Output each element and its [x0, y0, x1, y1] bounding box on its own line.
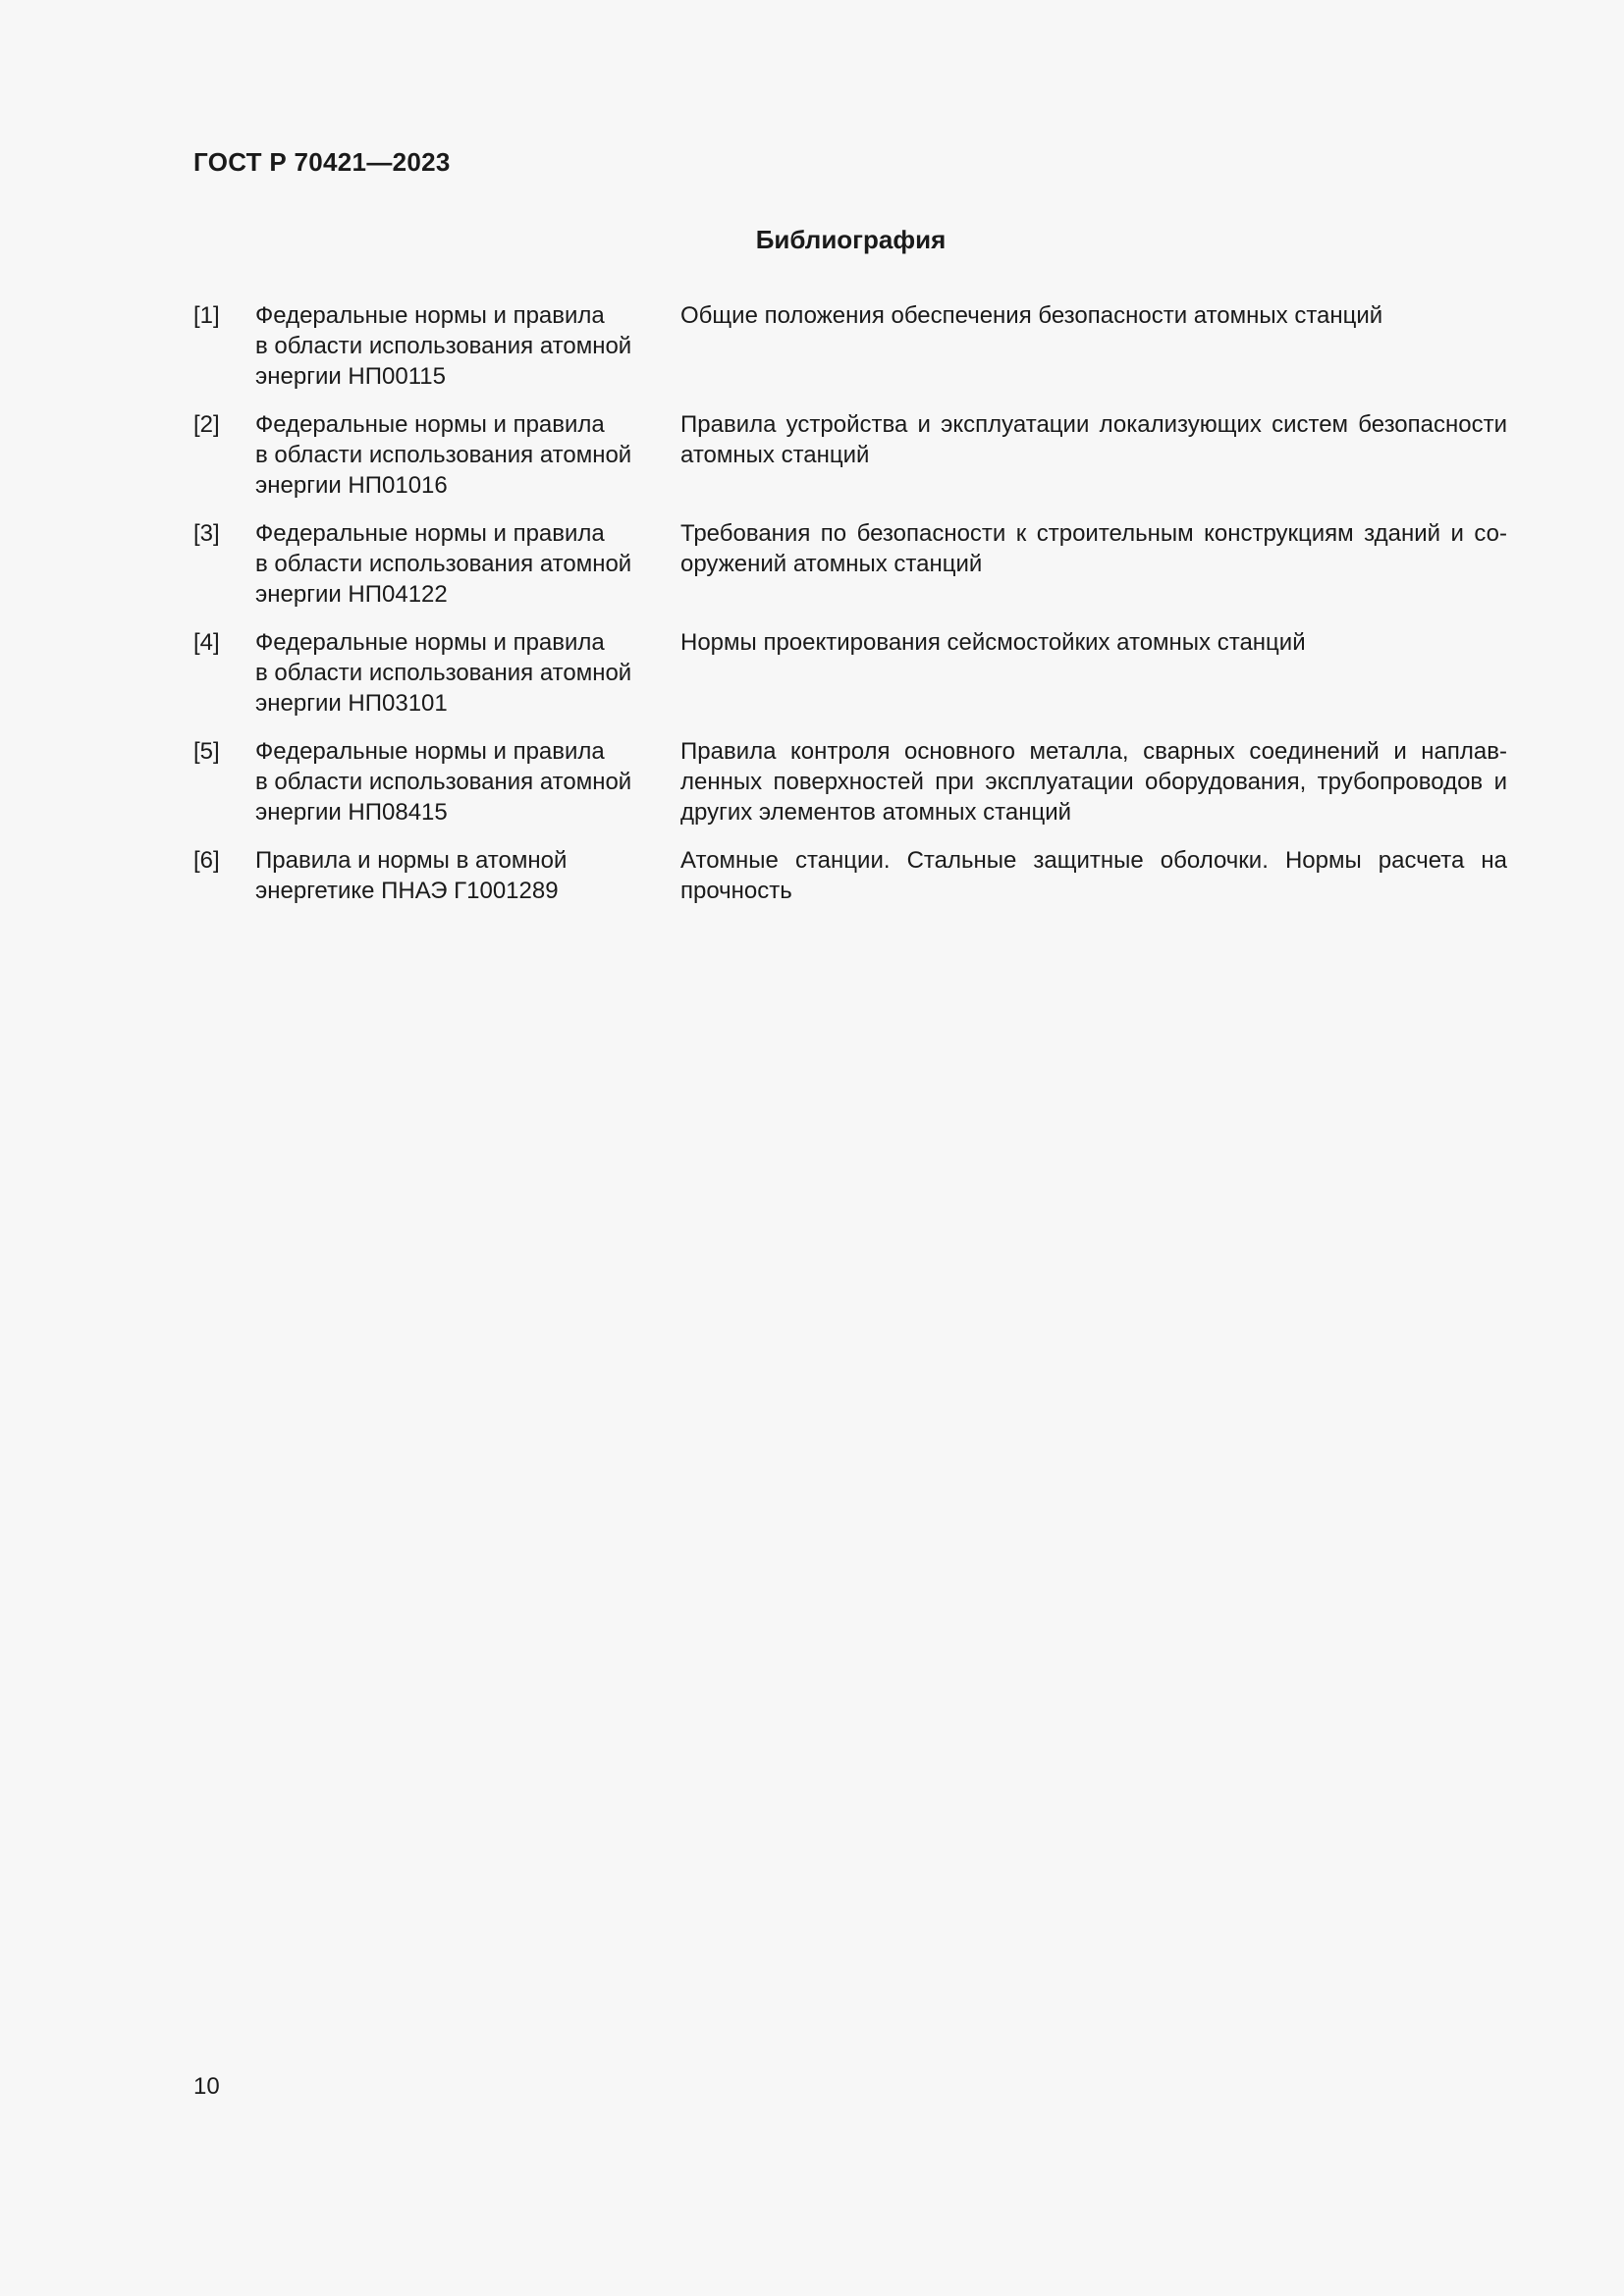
entry-title: Нормы проектирования сейсмостойких атомных станций: [680, 629, 1306, 656]
entry-title: Требования по безопасности к строительным конструкциям зданий и сооружений атомных станций: [680, 520, 1507, 577]
bibliography-entry: [193, 627, 1507, 719]
entry-title: Общие положения обеспечения безопасности атомных станций: [680, 302, 1383, 329]
entry-source: Федеральные нормы и правила в области использования атомной энергии НП08415: [255, 738, 632, 826]
bibliography-entry: [193, 409, 1507, 501]
entry-title: Правила контроля основного металла, сварных соединений и наплавленных поверхностей при эксплуатации оборудования, трубопроводов и других элементов атомных станций: [680, 738, 1507, 826]
entry-source: Федеральные нормы и правила в области использования атомной энергии НП04122: [255, 520, 632, 608]
bibliography-list: [193, 300, 1507, 924]
entry-number: [5]: [193, 738, 220, 765]
entry-source: Федеральные нормы и правила в области использования атомной энергии НП01016: [255, 411, 632, 499]
entry-source: Федеральные нормы и правила в области использования атомной энергии НП00115: [255, 302, 632, 390]
entry-source: Федеральные нормы и правила в области использования атомной энергии НП03101: [255, 629, 632, 717]
entry-number: [6]: [193, 847, 220, 874]
document-code: ГОСТ Р 70421—2023: [193, 147, 451, 177]
entry-title: Атомные станции. Стальные защитные оболочки. Нормы расчета на прочность: [680, 847, 1507, 904]
entry-title: Правила устройства и эксплуатации локализующих систем безопасности атомных станций: [680, 411, 1507, 468]
page-number: 10: [193, 2073, 220, 2100]
entry-number: [2]: [193, 411, 220, 438]
entry-number: [1]: [193, 302, 220, 329]
entry-number: [4]: [193, 629, 220, 656]
bibliography-entry: [193, 300, 1507, 392]
entry-source: Правила и нормы в атомной энергетике ПНАЭ Г1001289: [255, 847, 568, 904]
section-title: Библиография: [755, 225, 947, 254]
bibliography-entry: [193, 518, 1507, 610]
entry-number: [3]: [193, 520, 220, 547]
bibliography-entry: [193, 845, 1507, 906]
bibliography-entry: [193, 736, 1507, 828]
